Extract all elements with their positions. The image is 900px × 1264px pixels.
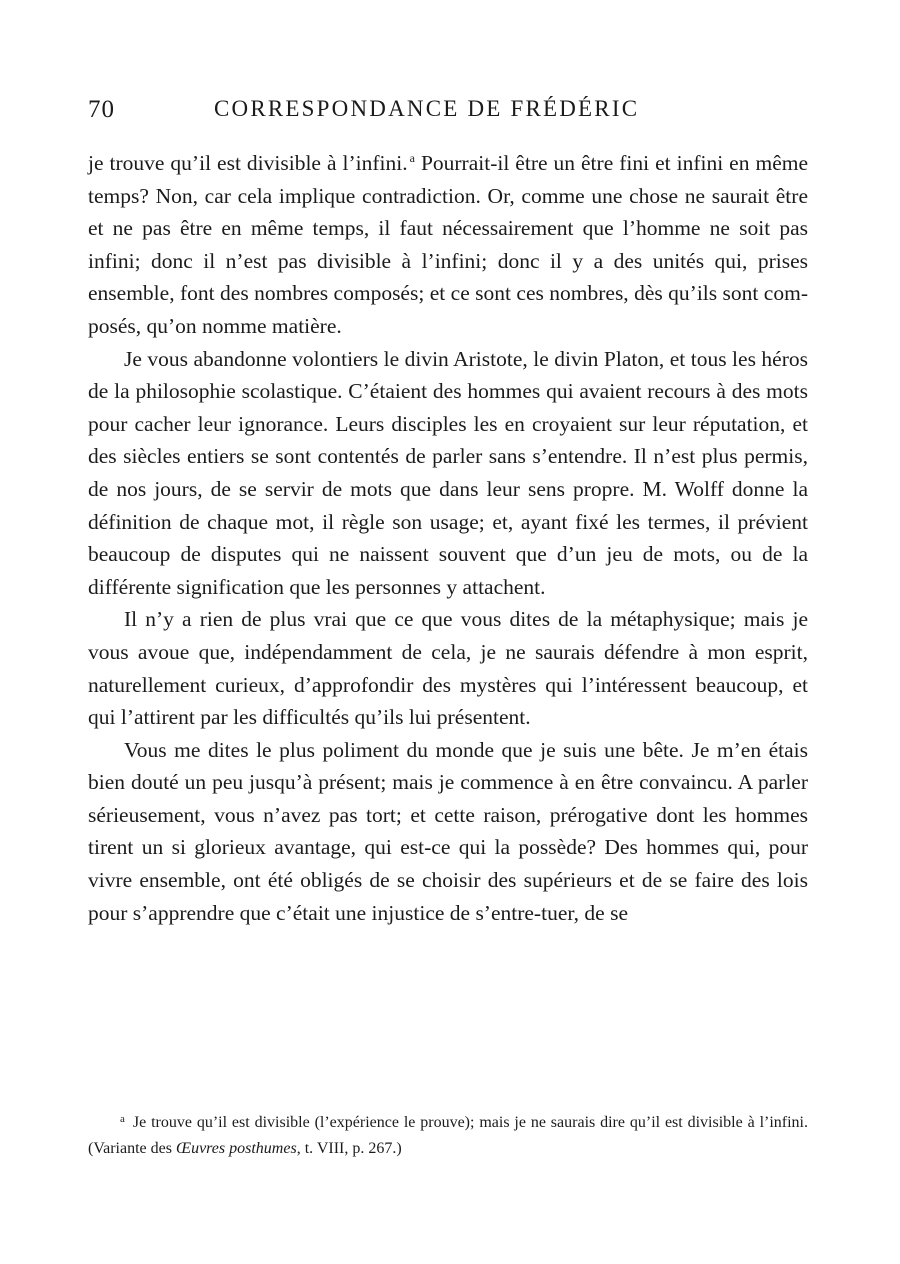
- paragraph-1: [88, 142, 808, 343]
- footnote-a: [88, 1106, 808, 1162]
- running-head: [88, 96, 808, 130]
- footnote-text-after-title: , t. VIII, p. 267.): [296, 1140, 402, 1157]
- footnote-work-title: Œuvres posthumes: [175, 1140, 297, 1157]
- paragraph-2: Je vous abandonne volontiers le divin Aristote, le divin Platon, et tous les héros de la philosophie scolastique. C’étaient des hommes qui avaient recours à des mots pour cacher leur ignorance. Leurs disciples les en croyaient sur leur réputation, et des siècles entiers se sont contentés de parler sans s’entendre. Il n’est plus permis, de nos jours, de se servir de mots que dans leur sens propre. M. Wolff donne la définition de chaque mot, il règle son usage; et, ayant fixé les termes, il prévient beaucoup de disputes qui ne naissent souvent que d’un jeu de mots, ou de la différente signification que les personnes y attachent.: [88, 346, 808, 599]
- paragraph-1-after-note: Pourrait-il être un être fini et infini en même temps? Non, car cela implique contradiction. Or, comme une chose ne saurait être et ne pas être en même temps, il faut nécessairement que l’homme ne soit pas infini; donc il n’est pas divisible à l’infini; donc il y a des unités qui, prises ensemble, font des nombres composés; et ce sont ces nombres, dès qu’ils sont composés, qu’on nomme matière.: [88, 151, 808, 338]
- footnote-marker: a: [120, 1113, 125, 1125]
- footnotes: [88, 1106, 808, 1162]
- paragraph-1-before-note: je trouve qu’il est divisible à l’infini.: [88, 151, 408, 175]
- footnote-reference: a: [409, 151, 415, 165]
- body-text: [88, 142, 808, 929]
- page-number: 70: [88, 96, 115, 123]
- paragraph-3: Il n’y a rien de plus vrai que ce que vous dites de la métaphysique; mais je vous avoue que, indépendamment de cela, je ne saurais défendre à mon esprit, naturellement curieux, d’approfondir des mystères qui l’intéressent beaucoup, et qui l’attirent par les difficultés qu’ils lui présentent.: [88, 607, 808, 730]
- running-title: CORRESPONDANCE DE FRÉDÉRIC: [214, 96, 640, 121]
- paragraph-4: Vous me dites le plus poliment du monde que je suis une bête. Je m’en étais bien douté un peu jusqu’à présent; mais je commence à en être convaincu. A parler sérieusement, vous n’avez pas tort; et cette raison, prérogative dont les hommes tirent un si glorieux avantage, qui est-ce qui la possède? Des hommes qui, pour vivre ensemble, ont été obligés de se choisir des supérieurs et de se faire des lois pour s’apprendre que c’était une injustice de s’entre-tuer, de se: [88, 737, 808, 925]
- footnote-text-before-title: Je trouve qu’il est divisible (l’expérience le prouve); mais je ne saurais dire qu’il est divisible à l’infini. (Variante des: [88, 1114, 808, 1157]
